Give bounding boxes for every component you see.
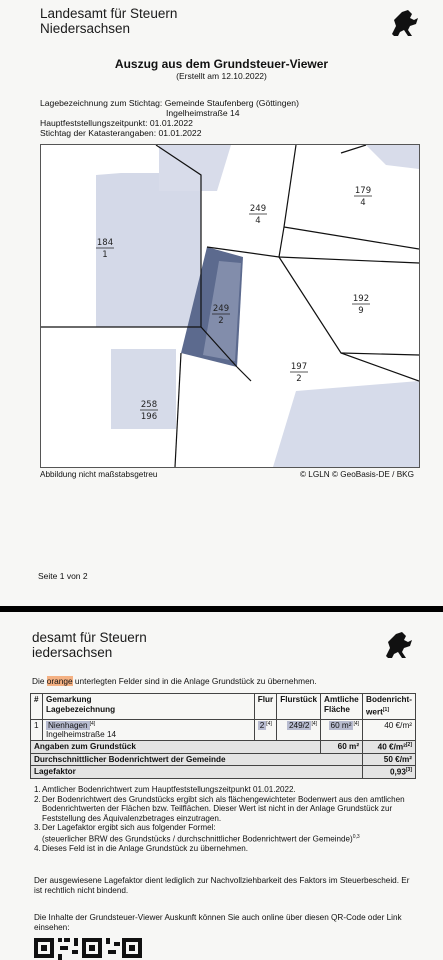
parcel-label-denominator: 196 bbox=[140, 412, 158, 422]
row-flur: 2 [4] bbox=[254, 719, 276, 741]
parcel-label-denominator: 4 bbox=[255, 216, 261, 226]
orange-fields-note bbox=[32, 676, 317, 686]
footnotes bbox=[34, 785, 414, 854]
col-gemarkung-label: Gemarkung bbox=[46, 695, 92, 704]
col-gemarkung bbox=[43, 694, 255, 720]
row-flaeche-value: 60 m² bbox=[330, 721, 352, 731]
col-brw-label-1: Bodenricht- bbox=[366, 695, 412, 704]
row-bodenrichtwert: 40 €/m² bbox=[363, 719, 416, 741]
main-date: Hauptfeststellungszeitpunkt: 01.01.2022 bbox=[40, 118, 193, 128]
parcel-table bbox=[30, 693, 416, 779]
footnote-3: 3. Der Lagefaktor ergibt sich aus folgender Formel: (steuerlicher BRW des Grundstücks / durchschnittlicher Bodenrichtwert der Gemeinde)$^{0,3}$ bbox=[34, 823, 360, 844]
footnote-3-text: Der Lagefaktor ergibt sich aus folgender Formel: bbox=[42, 823, 216, 833]
avg-value: 50 €/m² bbox=[363, 754, 416, 766]
footnote-2: 2. Der Bodenrichtwert des Grundstücks ergibt sich als flächengewichteter Bodenwert aus den amtlichen Bodenrichtwerten der Flächen bzw. Teilflächen. Dieser Wert ist nicht in der Anlage Grundstück zur Feststellung des Äquivalenzbetrages einzutragen. bbox=[34, 794, 405, 823]
parcel-label-denominator: 4 bbox=[360, 198, 366, 208]
col-flaeche-label-1: Amtliche bbox=[324, 695, 359, 704]
online-info: Die Inhalte der Grundsteuer-Viewer Auskunft können Sie auch online über diesen QR-Code oder Link einsehen: bbox=[34, 913, 402, 932]
cadastral-map bbox=[40, 144, 420, 468]
parcel-label-denominator: 2 bbox=[218, 316, 224, 326]
location-label: Lagebezeichnung zum Stichtag: Gemeinde Staufenberg (Göttingen) bbox=[40, 98, 299, 108]
factor-row bbox=[31, 766, 416, 779]
parcel-label-number: 249 bbox=[249, 204, 267, 214]
avg-label: Durchschnittlicher Bodenrichtwert der Gemeinde bbox=[31, 754, 363, 766]
sum-value: 40 €/m²[2] bbox=[363, 741, 416, 754]
factor-label: Lagefaktor bbox=[31, 766, 363, 779]
parcel-label-denominator: 1 bbox=[102, 250, 108, 260]
parcel-label-number: 192 bbox=[352, 294, 370, 304]
row-gemarkung-value: Nienhagen bbox=[48, 721, 88, 731]
agency-name-2 bbox=[32, 630, 147, 660]
col-flur: Flur bbox=[254, 694, 276, 720]
factor-disclaimer: Der ausgewiesene Lagefaktor dient lediglich zur Nachvollziehbarkeit des Faktors im Steuerbescheid. Er ist rechtlich nicht bindend. bbox=[34, 876, 410, 895]
col-flaeche bbox=[321, 694, 363, 720]
page-number: Seite 1 von 2 bbox=[38, 571, 88, 581]
parcel-label-denominator: 9 bbox=[358, 306, 364, 316]
parcel-label-denominator: 2 bbox=[296, 374, 302, 384]
location-street: Ingelheimstraße 14 bbox=[166, 108, 240, 118]
table-header-row bbox=[31, 694, 416, 720]
note-text-before: Die bbox=[32, 676, 47, 686]
agency-line-1: Landesamt für Steuern bbox=[40, 6, 178, 21]
agency-line-2: Niedersachsen bbox=[40, 21, 131, 36]
cadastre-date: Stichtag der Katasterangaben: 01.01.2022 bbox=[40, 128, 202, 138]
land-area-top bbox=[159, 145, 231, 191]
land-area-184 bbox=[96, 173, 201, 327]
sum-label: Angaben zum Grundstück bbox=[31, 741, 321, 754]
row-num: 1 bbox=[31, 719, 43, 741]
note-text-after: unterlegten Felder sind in die Anlage Grundstück zu übernehmen. bbox=[72, 676, 317, 686]
parcel-label-number: 184 bbox=[96, 238, 114, 248]
agency-line-2-p2: iedersachsen bbox=[32, 645, 113, 660]
land-area-197 bbox=[273, 381, 419, 467]
row-flurstueck: 249/2 [4] bbox=[277, 719, 321, 741]
scale-note: Abbildung nicht maßstabsgetreu bbox=[40, 470, 158, 479]
parcel-label-number: 249 bbox=[212, 304, 230, 314]
footnote-2-text: Der Bodenrichtwert des Grundstücks ergibt sich als flächengewichteter Bodenwert aus den amtlichen Bodenrichtwerten der Flächen bzw. Teilflächen. Dieser Wert ist nicht in der Anlage Grundstück zur Feststellung des Äquivalenzbetrages einzutragen. bbox=[42, 794, 405, 823]
location-info bbox=[40, 98, 299, 138]
footnote-4: 4. Dieses Feld ist in die Anlage Grundstück zu übernehmen. bbox=[34, 844, 249, 854]
col-flaeche-label-2: Fläche bbox=[324, 705, 350, 714]
table-row bbox=[31, 719, 416, 741]
parcel-label-number: 258 bbox=[140, 400, 158, 410]
footnote-3-formula: (steuerlicher BRW des Grundstücks / durchschnittlicher Bodenrichtwert der Gemeinde) bbox=[42, 834, 353, 844]
row-flur-value: 2 bbox=[259, 721, 265, 731]
col-brw-label-2: wert bbox=[366, 707, 383, 717]
sum-row bbox=[31, 741, 416, 754]
map-copyright: © LGLN © GeoBasis-DE / BKG bbox=[300, 470, 414, 479]
factor-value: 0,93[3] bbox=[363, 766, 416, 779]
col-bodenrichtwert: Bodenricht- wert[1] bbox=[363, 694, 416, 720]
sum-area: 60 m² bbox=[321, 741, 363, 754]
row-street-value: Ingelheimstraße 14 bbox=[46, 730, 117, 740]
factor-value-text: 0,93 bbox=[389, 767, 406, 777]
col-lage-label: Lagebezeichnung bbox=[46, 705, 116, 714]
sum-value-text: 40 €/m² bbox=[377, 743, 406, 753]
agency-line-1-p2: desamt für Steuern bbox=[32, 630, 147, 645]
footnote-1: 1. Amtlicher Bodenrichtwert zum Hauptfeststellungszeitpunkt 01.01.2022. bbox=[34, 785, 296, 794]
row-flaeche: 60 m² [4] bbox=[321, 719, 363, 741]
document-subtitle: (Erstellt am 12.10.2022) bbox=[176, 71, 267, 81]
parcel-label-number: 179 bbox=[354, 186, 372, 196]
agency-name bbox=[40, 6, 177, 36]
col-flurstueck: Flurstück bbox=[277, 694, 321, 720]
row-flurstueck-value: 249/2 bbox=[288, 721, 310, 731]
col-num: # bbox=[31, 694, 43, 720]
horse-logo-icon-2 bbox=[382, 630, 416, 660]
footnote-1-text: Amtlicher Bodenrichtwert zum Hauptfeststellungszeitpunkt 01.01.2022. bbox=[42, 785, 296, 794]
avg-row bbox=[31, 754, 416, 766]
parcel-label-number: 197 bbox=[290, 362, 308, 372]
map-drawing bbox=[41, 145, 419, 467]
land-area-179 bbox=[366, 145, 419, 169]
footnote-4-text: Dieses Feld ist in die Anlage Grundstück zu übernehmen. bbox=[42, 844, 249, 854]
document-title: Auszug aus dem Grundsteuer-Viewer bbox=[114, 57, 329, 71]
horse-logo-icon bbox=[388, 8, 422, 38]
row-gemarkung: Nienhagen [4] Ingelheimstraße 14 bbox=[43, 719, 255, 741]
note-highlight: orange bbox=[46, 676, 73, 686]
qr-code-icon bbox=[34, 934, 144, 960]
